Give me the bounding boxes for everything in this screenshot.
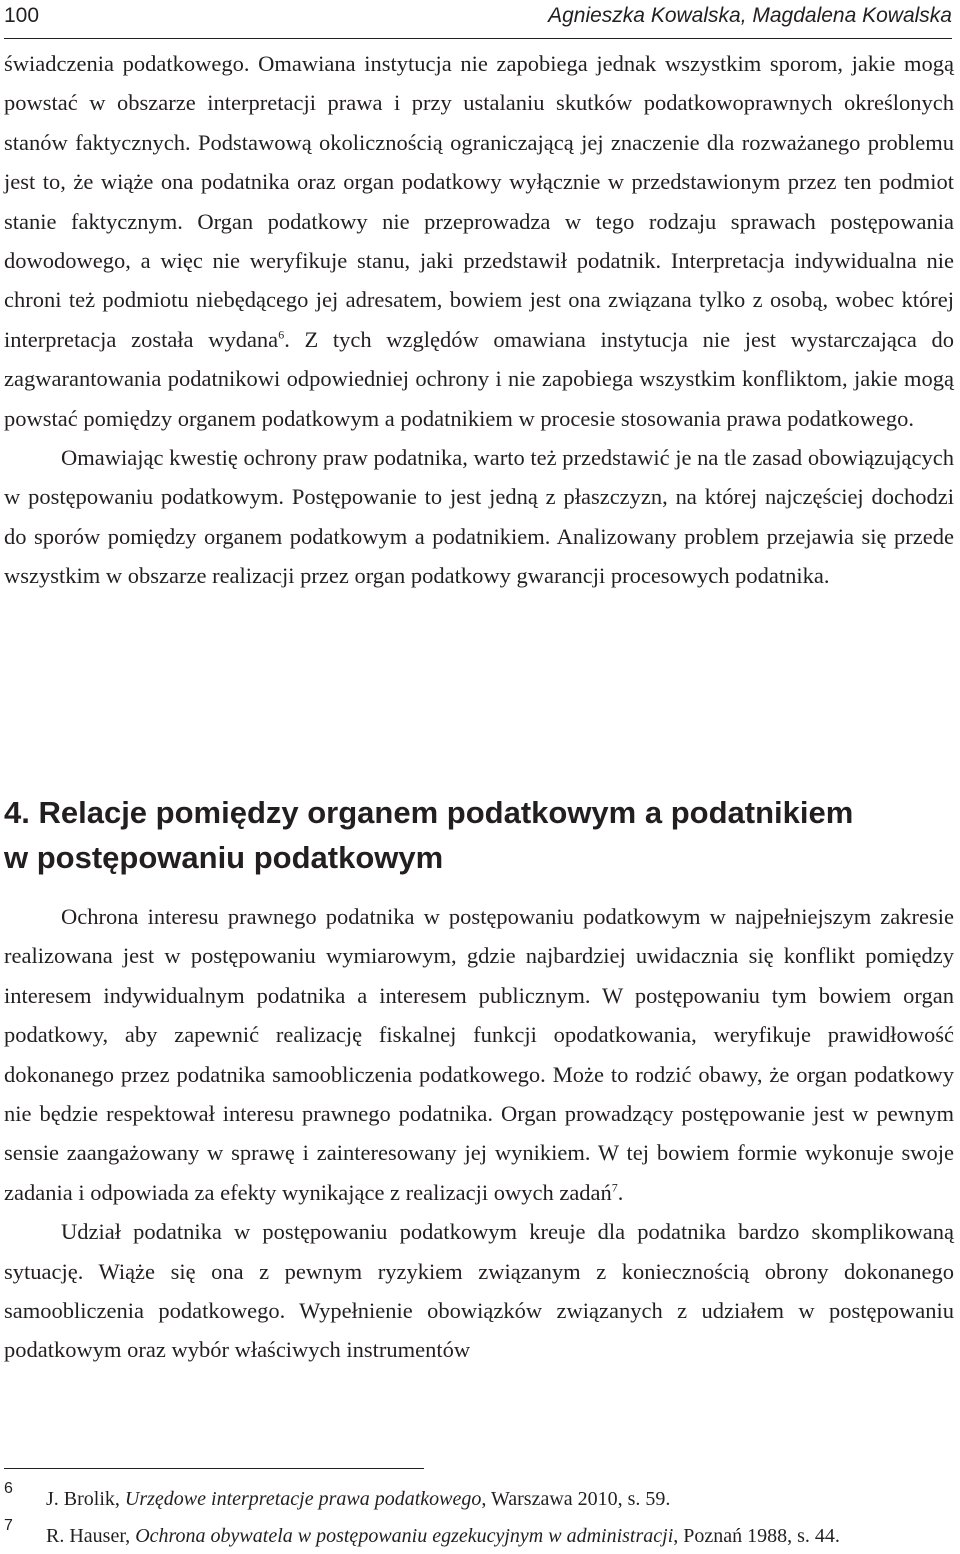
footnote-title: Ochrona obywatela w postępowaniu egzekucyjnym w administracji — [135, 1525, 674, 1547]
footnote-publication: , Poznań 1988, s. 44. — [673, 1525, 840, 1547]
running-header-authors: Agnieszka Kowalska, Magdalena Kowalska — [548, 4, 952, 27]
footnote-separator — [4, 1468, 424, 1469]
footnote-author: J. Brolik, — [46, 1488, 125, 1510]
paragraph: Omawiając kwestię ochrony praw podatnika, warto też przedstawić je na tle zasad obowiązujących w postępowaniu podatkowym. Postępowanie to jest jedną z płaszczyzn, na której najczęściej dochodzi do sporów pomiędzy organem podatkowym a podatnikiem. Analizowany problem przejawia się przede wszystkim w obszarze realizacji przez organ podatkowy gwarancji procesowych podatnika. — [4, 445, 954, 589]
footnote-reference[interactable]: 7 — [611, 1180, 618, 1195]
paragraph: Udział podatnika w postępowaniu podatkowym kreuje dla podatnika bardzo skomplikowaną sytuację. Wiąże się ona z pewnym ryzykiem związanym z koniecznością obrony dokonanego samoobliczenia podatkowego. Wypełnienie obowiązków związanych z udziałem w postępowaniu podatkowym oraz wybór właściwych instrumentów — [4, 1219, 954, 1363]
paragraph — [4, 897, 954, 1212]
footnote-number: 7 — [4, 1517, 13, 1534]
paragraph-text: . — [617, 1179, 624, 1205]
footnote-text — [46, 1525, 840, 1548]
paragraph — [4, 44, 954, 438]
running-header — [4, 2, 952, 39]
footnote-number: 6 — [4, 1480, 13, 1497]
page-number: 100 — [4, 4, 40, 27]
footnote-author: R. Hauser, — [46, 1525, 136, 1547]
paragraph-text: świadczenia podatkowego. Omawiana instytucja nie zapobiega jednak wszystkim sporom, jakie mogą powstać w obszarze interpretacji prawa i przy ustalaniu skutków podatkowoprawnych określonych stanów faktycznych. Podstawową okolicznością ograniczającą jej znaczenie dla rozważanego problemu jest to, że wiąże ona podatnika oraz organ podatkowy wyłącznie w przedstawionym przez ten podmiot stanie faktycznym. Organ podatkowy nie przeprowadza w tego rodzaju sprawach postępowania dowodowego, a więc nie weryfikuje stanu, jaki przedstawił podatnik. Interpretacja indywidualna nie chroni też podmiotu niebędącego jej adresatem, bowiem jest ona związana tylko z osobą, wobec której interpretacja została wydana — [4, 51, 954, 352]
footnote-text — [46, 1488, 670, 1511]
body-text-block-2 — [4, 897, 954, 1370]
footnote-publication: , Warszawa 2010, s. 59. — [481, 1488, 671, 1510]
paragraph-text: . Z tych względów omawiana instytucja nie jest wystarczająca do zagwarantowania podatnikowi odpowiedniej ochrony i nie zapobiega wszystkim konfliktom, jakie mogą powstać pomiędzy organem podatkowym a podatnikiem w procesie stosowania prawa podatkowego. — [4, 326, 954, 431]
section-heading-line: 4. Relacje pomiędzy organem podatkowym a podatnikiem — [4, 795, 854, 830]
footnote-title: Urzędowe interpretacje prawa podatkowego — [124, 1488, 482, 1510]
footnote-reference[interactable]: 6 — [278, 327, 285, 342]
section-heading — [4, 790, 954, 880]
section-heading-line: w postępowaniu podatkowym — [4, 840, 444, 875]
body-text-block-1 — [4, 44, 954, 596]
paragraph-text: Ochrona interesu prawnego podatnika w postępowaniu podatkowym w najpełniejszym zakresie realizowana jest w postępowaniu wymiarowym, gdzie najbardziej uwidacznia się konflikt pomiędzy interesem indywidualnym podatnika a interesem publicznym. W postępowaniu tym bowiem organ podatkowy, aby zapewnić realizację fiskalnej funkcji opodatkowania, weryfikuje prawidłowość dokonanego przez podatnika samoobliczenia podatkowego. Może to rodzić obawy, że organ podatkowy nie będzie respektował interesu prawnego podatnika. Organ prowadzący postępowanie jest w pewnym sensie zaangażowany w sprawę i zainteresowany jej wynikiem. W tej bowiem formie wykonuje swoje zadania i odpowiada za efekty wynikające z realizacji owych zadań — [4, 904, 954, 1205]
